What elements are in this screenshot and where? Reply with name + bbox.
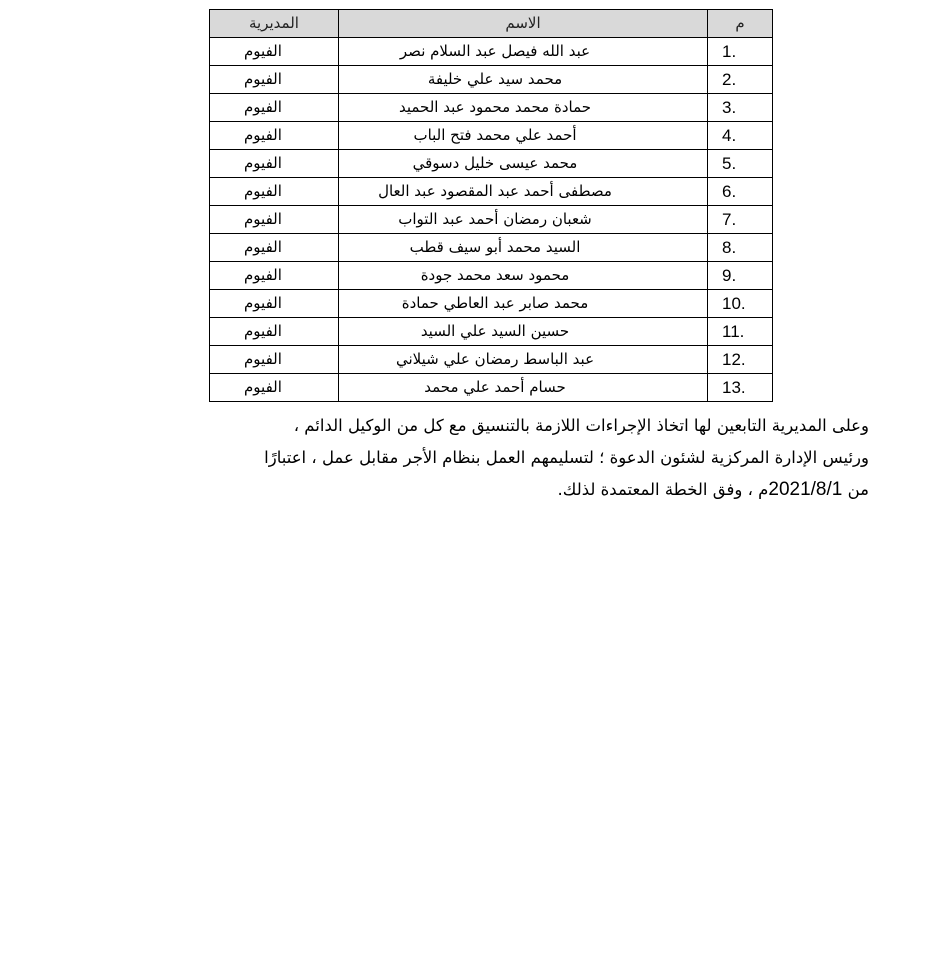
instruction-paragraph (92, 410, 869, 506)
row-directorate: الفيوم (210, 178, 339, 206)
header-num: م (708, 10, 773, 38)
table-row (210, 150, 773, 178)
row-name: محمود سعد محمد جودة (339, 262, 708, 290)
row-directorate: الفيوم (210, 234, 339, 262)
row-directorate: الفيوم (210, 290, 339, 318)
table-row (210, 122, 773, 150)
table-row (210, 346, 773, 374)
row-name: محمد عيسى خليل دسوقي (339, 150, 708, 178)
row-number: 6. (708, 178, 773, 206)
row-directorate: الفيوم (210, 206, 339, 234)
row-directorate: الفيوم (210, 374, 339, 402)
paragraph-line-1: وعلى المديرية التابعين لها اتخاذ الإجراءات اللازمة بالتنسيق مع كل من الوكيل الدائم ، (293, 416, 869, 435)
row-directorate: الفيوم (210, 94, 339, 122)
names-table (209, 9, 773, 402)
row-name: محمد سيد علي خليفة (339, 66, 708, 94)
table-row (210, 374, 773, 402)
table-header-row (210, 10, 773, 38)
row-name: السيد محمد أبو سيف قطب (339, 234, 708, 262)
row-name: محمد صابر عبد العاطي حمادة (339, 290, 708, 318)
row-name: عبد الباسط رمضان علي شيلاني (339, 346, 708, 374)
paragraph-line-2: ورئيس الإدارة المركزية لشئون الدعوة ؛ لتسليمهم العمل بنظام الأجر مقابل عمل ، اعتبارًا (264, 448, 869, 467)
table-row (210, 178, 773, 206)
row-name: أحمد علي محمد فتح الباب (339, 122, 708, 150)
row-number: 8. (708, 234, 773, 262)
row-directorate: الفيوم (210, 122, 339, 150)
row-directorate: الفيوم (210, 150, 339, 178)
row-directorate: الفيوم (210, 262, 339, 290)
row-directorate: الفيوم (210, 346, 339, 374)
row-directorate: الفيوم (210, 38, 339, 66)
row-directorate: الفيوم (210, 66, 339, 94)
header-name: الاسم (339, 10, 708, 38)
row-name: شعبان رمضان أحمد عبد التواب (339, 206, 708, 234)
start-date: 2021/8/1 (768, 479, 843, 500)
table-row (210, 94, 773, 122)
line-3-suffix: م ، وفق الخطة المعتمدة لذلك. (557, 480, 769, 499)
paragraph-line-3 (92, 474, 869, 506)
row-number: 11. (708, 318, 773, 346)
row-name: حمادة محمد محمود عبد الحميد (339, 94, 708, 122)
table-row (210, 290, 773, 318)
row-number: 13. (708, 374, 773, 402)
table-row (210, 262, 773, 290)
row-number: 7. (708, 206, 773, 234)
row-number: 3. (708, 94, 773, 122)
row-name: حسين السيد علي السيد (339, 318, 708, 346)
row-number: 1. (708, 38, 773, 66)
row-number: 10. (708, 290, 773, 318)
line-3-prefix: من (842, 480, 869, 499)
row-directorate: الفيوم (210, 318, 339, 346)
row-number: 4. (708, 122, 773, 150)
table-row (210, 318, 773, 346)
row-number: 2. (708, 66, 773, 94)
table-row (210, 206, 773, 234)
table-row (210, 38, 773, 66)
header-directorate: المديرية (210, 10, 339, 38)
row-number: 12. (708, 346, 773, 374)
table-body (210, 38, 773, 402)
row-name: عبد الله فيصل عبد السلام نصر (339, 38, 708, 66)
row-number: 9. (708, 262, 773, 290)
table-row (210, 66, 773, 94)
row-name: حسام أحمد علي محمد (339, 374, 708, 402)
row-number: 5. (708, 150, 773, 178)
row-name: مصطفى أحمد عبد المقصود عبد العال (339, 178, 708, 206)
table-row (210, 234, 773, 262)
